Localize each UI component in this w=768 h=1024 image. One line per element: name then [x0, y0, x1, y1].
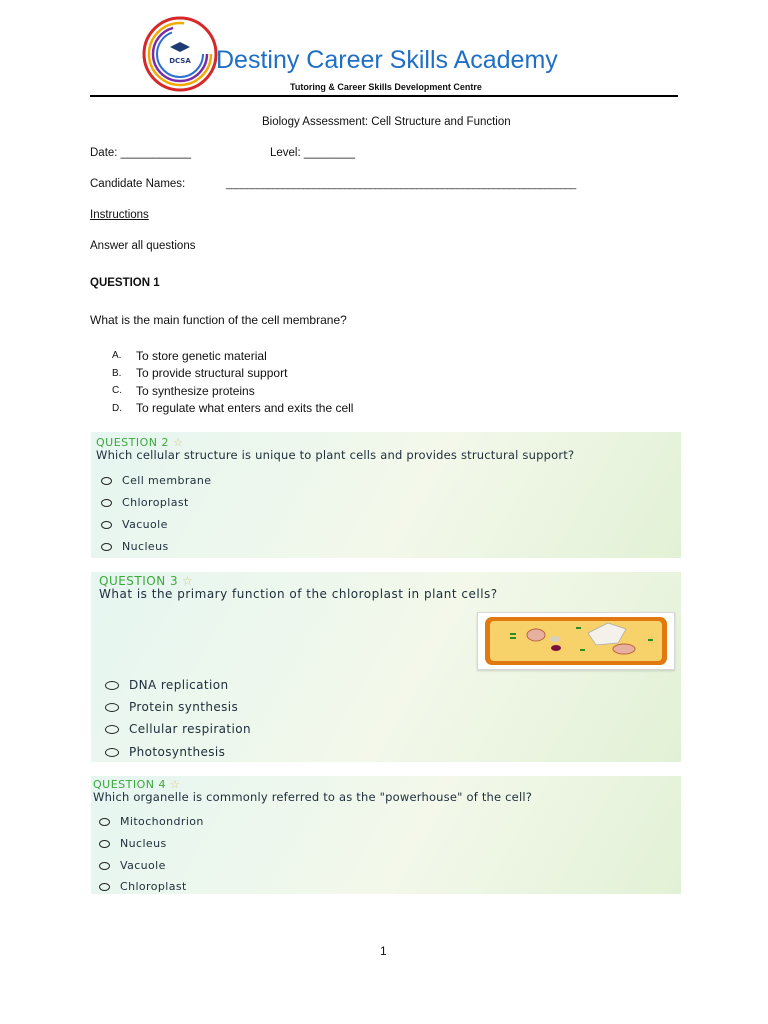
tagline: Tutoring & Career Skills Development Centre	[290, 82, 482, 92]
option-text: Nucleus	[120, 837, 167, 850]
question-4-option[interactable]	[99, 880, 187, 893]
question-2-option[interactable]	[101, 540, 169, 553]
option-text: Photosynthesis	[129, 745, 226, 759]
instructions-heading: Instructions	[90, 209, 149, 221]
question-4-text: Which organelle is commonly referred to as the "powerhouse" of the cell?	[93, 790, 533, 804]
radio-button-icon[interactable]	[101, 521, 112, 529]
radio-button-icon[interactable]	[99, 818, 110, 826]
radio-button-icon[interactable]	[105, 748, 119, 757]
question-1-option-a[interactable]	[112, 347, 353, 365]
radio-button-icon[interactable]	[105, 681, 119, 690]
option-text: Chloroplast	[122, 496, 189, 509]
option-letter: C.	[112, 385, 122, 397]
question-2-option[interactable]	[101, 474, 211, 487]
date-field[interactable]: Date: ___________	[90, 147, 192, 159]
option-letter: A.	[112, 350, 122, 362]
radio-button-icon[interactable]	[105, 703, 119, 712]
question-3-text: What is the primary function of the chloroplast in plant cells?	[99, 587, 498, 601]
page-number: 1	[380, 944, 387, 958]
option-letter: D.	[112, 402, 122, 414]
question-3-option[interactable]	[105, 678, 229, 692]
question-1-option-d[interactable]	[112, 400, 353, 418]
plant-cell-diagram	[477, 612, 675, 670]
level-field[interactable]: Level: ________	[270, 147, 356, 159]
option-text: DNA replication	[129, 678, 229, 692]
question-heading-text: QUESTION 4	[93, 778, 166, 791]
radio-button-icon[interactable]	[99, 883, 110, 891]
star-icon: ☆	[182, 574, 194, 588]
radio-button-icon[interactable]	[105, 725, 119, 734]
logo-text: DCSA	[169, 57, 191, 65]
plant-cell-icon	[478, 613, 674, 669]
option-text: Chloroplast	[120, 880, 187, 893]
candidate-names-field[interactable]: ____________________________________________________________________	[226, 178, 576, 190]
question-3-option[interactable]	[105, 700, 238, 714]
option-text: To store genetic material	[136, 348, 267, 363]
radio-button-icon[interactable]	[101, 499, 112, 507]
option-text: Cell membrane	[122, 474, 212, 487]
star-icon: ☆	[170, 778, 181, 791]
question-3-option[interactable]	[105, 745, 225, 759]
question-1-options	[112, 347, 353, 417]
option-text: Mitochondrion	[120, 815, 204, 828]
brand-name: Destiny Career Skills Academy	[216, 46, 558, 74]
academy-logo	[140, 14, 220, 94]
option-text: Vacuole	[120, 859, 166, 872]
question-3-option[interactable]	[105, 722, 251, 736]
question-2-option[interactable]	[101, 518, 168, 531]
option-letter: B.	[112, 367, 122, 379]
option-text: Cellular respiration	[129, 722, 251, 736]
question-3-heading	[99, 574, 193, 588]
radio-button-icon[interactable]	[101, 543, 112, 551]
candidate-label: Candidate Names:	[90, 178, 186, 190]
radio-button-icon[interactable]	[99, 840, 110, 848]
question-4-panel	[91, 776, 681, 894]
question-2-text: Which cellular structure is unique to plant cells and provides structural support?	[96, 448, 575, 462]
radio-button-icon[interactable]	[99, 862, 110, 870]
option-text: To synthesize proteins	[136, 383, 255, 398]
question-1-option-c[interactable]	[112, 382, 353, 400]
question-heading-text: QUESTION 3	[99, 574, 179, 588]
option-text: Vacuole	[122, 518, 168, 531]
question-4-option[interactable]	[99, 815, 204, 828]
question-2-option[interactable]	[101, 496, 189, 509]
question-1-text: What is the main function of the cell membrane?	[90, 313, 347, 327]
question-heading-text: QUESTION 2	[96, 436, 169, 449]
option-text: To provide structural support	[136, 366, 288, 381]
question-4-option[interactable]	[99, 859, 166, 872]
option-text: Protein synthesis	[129, 700, 239, 714]
question-1-heading: QUESTION 1	[90, 277, 160, 289]
question-3-panel	[91, 572, 681, 762]
header-divider	[90, 95, 678, 97]
instructions-text: Answer all questions	[90, 240, 196, 252]
star-icon: ☆	[173, 436, 184, 449]
question-1-option-b[interactable]	[112, 365, 353, 383]
assessment-title: Biology Assessment: Cell Structure and Function	[262, 116, 511, 128]
option-text: Nucleus	[122, 540, 169, 553]
question-2-panel	[91, 432, 681, 558]
question-4-option[interactable]	[99, 837, 167, 850]
option-text: To regulate what enters and exits the cell	[136, 401, 354, 416]
radio-button-icon[interactable]	[101, 477, 112, 485]
